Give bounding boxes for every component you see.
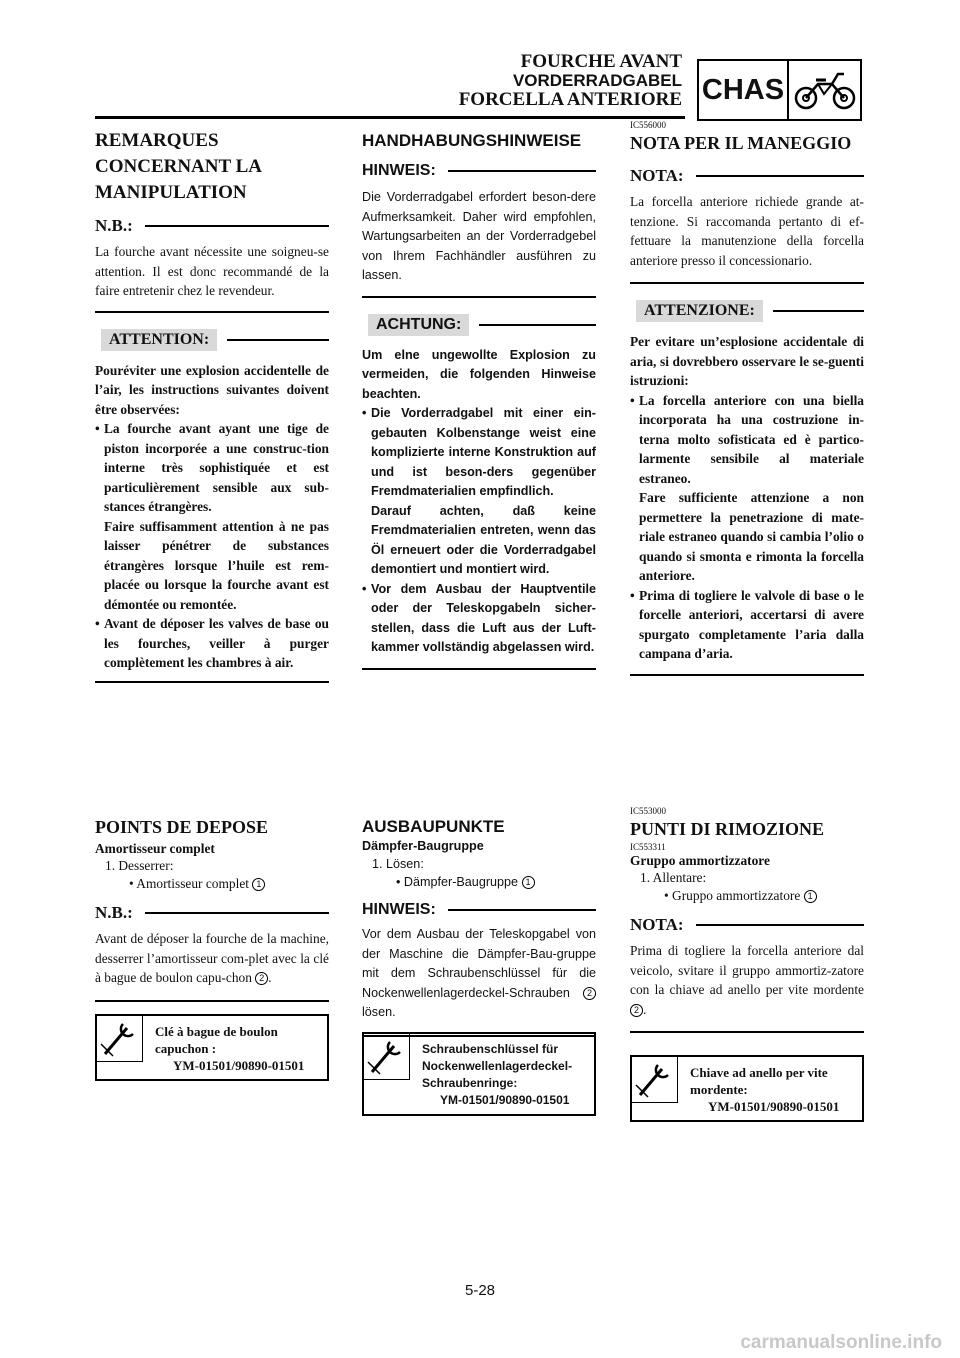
- de-handling-section: [362, 130, 596, 670]
- de-item-text: Dämpfer-Baugruppe: [403, 875, 519, 889]
- it-bullet: • La forcella anteriore con una biella incorporata ha una costruzione in-terna molto sofisticata ed è partico-larmente sensibile al materiale estraneo.: [630, 391, 864, 489]
- de-note-label: HINWEIS:: [362, 162, 436, 179]
- it-bullet-extra: Fare sufficiente attenzione a non permettere la penetrazione di mate-riale estraneo quando si cambia l’olio o quando si smonta e rimonta la forcella anteriore.: [639, 490, 864, 583]
- de-note-text: Die Vorderradgabel erfordert beson-dere Aufmerksamkeit. Daher wird empfohlen, Wartungsarbeiten an der Vorderradgebel von Ihrem Fachhändler ausführen zu lassen.: [362, 190, 596, 282]
- wrench-icon: [632, 1057, 678, 1103]
- it-note-header: [630, 166, 864, 186]
- section-code: CHAS: [699, 61, 789, 119]
- it-ic-code: IC553311: [630, 842, 666, 852]
- divider: [448, 170, 596, 172]
- it-removal-note-header: [630, 915, 864, 935]
- ref-number: 2: [255, 972, 268, 985]
- de-removal-section: [362, 816, 596, 1037]
- divider: [95, 311, 329, 313]
- de-step-item: • Dämpfer-Baugruppe 1: [362, 873, 596, 891]
- divider: [362, 296, 596, 298]
- de-step: 1. Lösen:: [372, 857, 424, 871]
- title-fr: FOURCHE AVANT: [520, 51, 682, 72]
- it-ic-code: IC556000: [630, 120, 666, 130]
- ref-number: 1: [804, 890, 817, 903]
- it-removal-section: [630, 806, 864, 1033]
- it-caution-header: [630, 300, 864, 322]
- it-note-label: NOTA:: [630, 166, 684, 185]
- de-caution-label: ACHTUNG:: [368, 314, 469, 336]
- it-tool-name: Chiave ad anello per vite mordente:: [690, 1065, 828, 1097]
- page-number: 5-28: [464, 1282, 496, 1299]
- fr-tool-code: YM-01501/90890-01501: [173, 1058, 305, 1073]
- fr-step: 1. Desserrer:: [105, 858, 174, 873]
- divider: [479, 324, 596, 326]
- fr-note-label: N.B.:: [95, 216, 133, 235]
- it-ic-code: IC553000: [630, 806, 666, 816]
- title-de: VORDERRADGABEL: [512, 71, 682, 90]
- it-subheading: Gruppo ammortizzatore: [630, 853, 770, 868]
- fr-heading: REMARQUES CONCERNANT LA MANIPULATION: [95, 130, 261, 203]
- fr-removal-note-label: N.B.:: [95, 903, 133, 922]
- fr-step-item: • Amortisseur complet 1: [95, 875, 329, 893]
- fr-caution-intro: Pouréviter une explosion accidentelle de l’air, les instructions suivantes doivent être observées:: [95, 362, 329, 417]
- it-caution-intro: Per evitare un’esplosione accidentale di aria, si dovrebbero osservare le se-guenti istruzioni:: [630, 334, 864, 388]
- it-caution-label: ATTENZIONE:: [636, 300, 763, 322]
- fr-handling-section: [95, 128, 329, 683]
- fr-removal-note-text: Avant de déposer la fourche de la machine, desserrer l’amortisseur com-plet avec la clé à bague de boulon capu-chon: [95, 931, 329, 985]
- divider: [227, 339, 329, 341]
- de-removal-note-label: HINWEIS:: [362, 901, 436, 918]
- divider: [145, 225, 329, 227]
- de-subheading: Dämpfer-Baugruppe: [362, 839, 484, 853]
- de-bullet-extra: Darauf achten, daß keine Fremdmaterialien entreten, wenn das Öl erneuert oder die Vorderradgabel demontiert und montiert wird.: [371, 503, 596, 576]
- it-note-text: La forcella anteriore richiede grande at-tenzione. Si raccomanda pertanto di ef-fettuare la manutenzione della forcella anteriore presso il concessionario.: [630, 194, 864, 268]
- de-caution-header: [362, 314, 596, 336]
- fr-subheading: Amortisseur complet: [95, 841, 215, 856]
- de-bullet: • Die Vorderradgabel mit einer ein-gebauten Kolbenstange weist eine komplizierte interne Konstruktion auf und ist beson-ders gegenüber Fremdmaterialien empfindlich.: [362, 404, 596, 502]
- fr-bullet: • La fourche avant ayant une tige de piston incorporée a une construc-tion interne très sophistiquée et est particulièrement sensible aux sub-stances étrangères.: [95, 419, 329, 517]
- fr-caution-label: ATTENTION:: [101, 329, 217, 351]
- it-step-item: • Gruppo ammortizzatore 1: [630, 887, 864, 905]
- fr-removal-section: [95, 814, 329, 1002]
- ref-number: 2: [583, 987, 596, 1000]
- section-badge: [697, 59, 862, 121]
- title-it: FORCELLA ANTERIORE: [458, 89, 682, 110]
- it-step: 1. Allentare:: [640, 870, 707, 885]
- de-tool-code: YM-01501/90890-01501: [440, 1093, 570, 1107]
- it-bullet-text: La forcella anteriore con una biella incorporata ha una costruzione in-terna molto sofisticata ed è partico-larmente sensibile al materiale estraneo.: [639, 392, 864, 486]
- fr-caution-header: [95, 329, 329, 351]
- ref-number: 1: [522, 876, 535, 889]
- fr-removal-note: Avant de déposer la fourche de la machine, desserrer l’amortisseur com-plet avec la clé à bague de boulon capu-chon 2 .: [95, 931, 329, 985]
- it-handling-section: [630, 120, 864, 676]
- fr-note-text: La fourche avant nécessite une soigneu-se attention. Il est donc recommandé de la faire entretenir chez le revendeur.: [95, 244, 329, 298]
- fr-tool-name: Clé à bague de boulon capuchon :: [155, 1024, 278, 1056]
- de-removal-note: [362, 925, 596, 1023]
- fr-item-text: Amortisseur complet: [136, 876, 249, 891]
- divider: [362, 668, 596, 670]
- divider: [696, 175, 864, 177]
- fr-bullet-extra: Faire suffisamment attention à ne pas laisser pénétrer de substances étrangères lorsque l’huile est rem-placée ou lorsque la fourche avant est démontée ou remontée.: [104, 518, 329, 612]
- watermark: carmanualsonline.info: [740, 1332, 942, 1353]
- it-removal-heading: PUNTI DI RIMOZIONE: [630, 819, 825, 839]
- ref-number: 1: [252, 878, 265, 891]
- divider: [95, 681, 329, 683]
- de-bullet: • Vor dem Ausbau der Hauptventile oder der Teleskopgabeln sicher-stellen, dass die Luft aus der Luft-kammer vollständig abgelassen wird.: [362, 580, 596, 658]
- wrench-icon: [97, 1016, 143, 1062]
- de-heading: HANDHABUNGSHINWEISE: [362, 131, 582, 150]
- de-tool-text: [422, 1041, 594, 1109]
- ref-number: 2: [630, 1004, 643, 1017]
- fr-note-header: [95, 216, 329, 236]
- fr-bullet-text: La fourche avant ayant une tige de piston incorporée a une construc-tion interne très sophistiquée et est particulièrement sensible aux sub-stances étrangères.: [104, 421, 329, 514]
- header-titles: [459, 52, 682, 109]
- header-rule: [95, 116, 685, 119]
- fr-removal-heading: POINTS DE DEPOSE: [95, 817, 269, 837]
- fr-bullet: • Avant de déposer les valves de base ou les fourches, veiller à purger complètement les chambres à air.: [95, 614, 329, 673]
- it-tool-text: [690, 1064, 862, 1115]
- it-removal-note-label: NOTA:: [630, 915, 684, 934]
- de-removal-note-header: [362, 901, 596, 919]
- fr-tool-text: [155, 1023, 327, 1074]
- divider: [630, 674, 864, 676]
- divider: [95, 1000, 329, 1002]
- it-caution-body: [630, 332, 864, 664]
- de-note-header: [362, 162, 596, 180]
- de-bullet-text: Vor dem Ausbau der Hauptventile oder der Teleskopgabeln sicher-stellen, dass die Luft aus der Luft-kammer vollständig abgelassen wird.: [371, 581, 596, 654]
- divider: [145, 912, 329, 914]
- de-removal-note-text: Vor dem Ausbau der Teleskopgabel von der Maschine die Dämpfer-Bau-gruppe mit dem Schraubenschlüssel für die Nockenwellenlagerdeckel-Schrauben: [362, 927, 596, 1000]
- it-tool-code: YM-01501/90890-01501: [708, 1099, 840, 1114]
- it-item-text: Gruppo ammortizzatore: [672, 888, 801, 903]
- divider: [630, 1031, 864, 1033]
- de-caution-body: [362, 346, 596, 658]
- fr-removal-note-header: [95, 903, 329, 923]
- it-bullet: • Prima di togliere le valvole di base o le forcelle anteriori, accertarsi di avere spurgato completamente l’aria dalla campana d’aria.: [630, 586, 864, 664]
- de-tool-name: Schraubenschlüssel für Nockenwellenlagerdeckel-Schraubenringe:: [422, 1042, 573, 1090]
- divider: [773, 310, 864, 312]
- de-caution-intro: Um elne ungewollte Explosion zu vermeiden, die folgenden Hinweise beachten.: [362, 347, 596, 401]
- fr-tool-box: [95, 1014, 329, 1081]
- wrench-icon: [364, 1034, 410, 1080]
- de-removal-heading: AUSBAUPUNKTE: [362, 817, 505, 836]
- de-bullet-text: Die Vorderradgabel mit einer ein-gebauten Kolbenstange weist eine komplizierte interne Konstruktion auf und ist beson-ders gegenüber Fremdmaterialien empfindlich.: [371, 406, 596, 498]
- de-tool-box: [362, 1032, 596, 1116]
- it-heading: NOTA PER IL MANEGGIO: [630, 133, 852, 153]
- fr-bullet-text: Avant de déposer les valves de base ou les fourches, veiller à purger complètement les chambres à air.: [104, 616, 329, 670]
- motorcycle-icon: [789, 61, 860, 119]
- it-removal-note: Prima di togliere la forcella anteriore dal veicolo, svitare il gruppo ammortiz-zatore con la chiave ad anello per vite mordente 2 .: [630, 943, 864, 1017]
- it-removal-note-text: Prima di togliere la forcella anteriore dal veicolo, svitare il gruppo ammortiz-zatore con la chiave ad anello per vite mordente: [630, 943, 864, 997]
- it-tool-box: [630, 1055, 864, 1122]
- de-removal-note-tail: lösen.: [362, 1005, 396, 1019]
- it-bullet-text: Prima di togliere le valvole di base o le forcelle anteriori, accertarsi di avere spurgato completamente l’aria dalla campana d’aria.: [639, 587, 864, 661]
- divider: [630, 282, 864, 284]
- divider: [696, 924, 864, 926]
- fr-caution-body: [95, 361, 329, 673]
- divider: [448, 909, 596, 911]
